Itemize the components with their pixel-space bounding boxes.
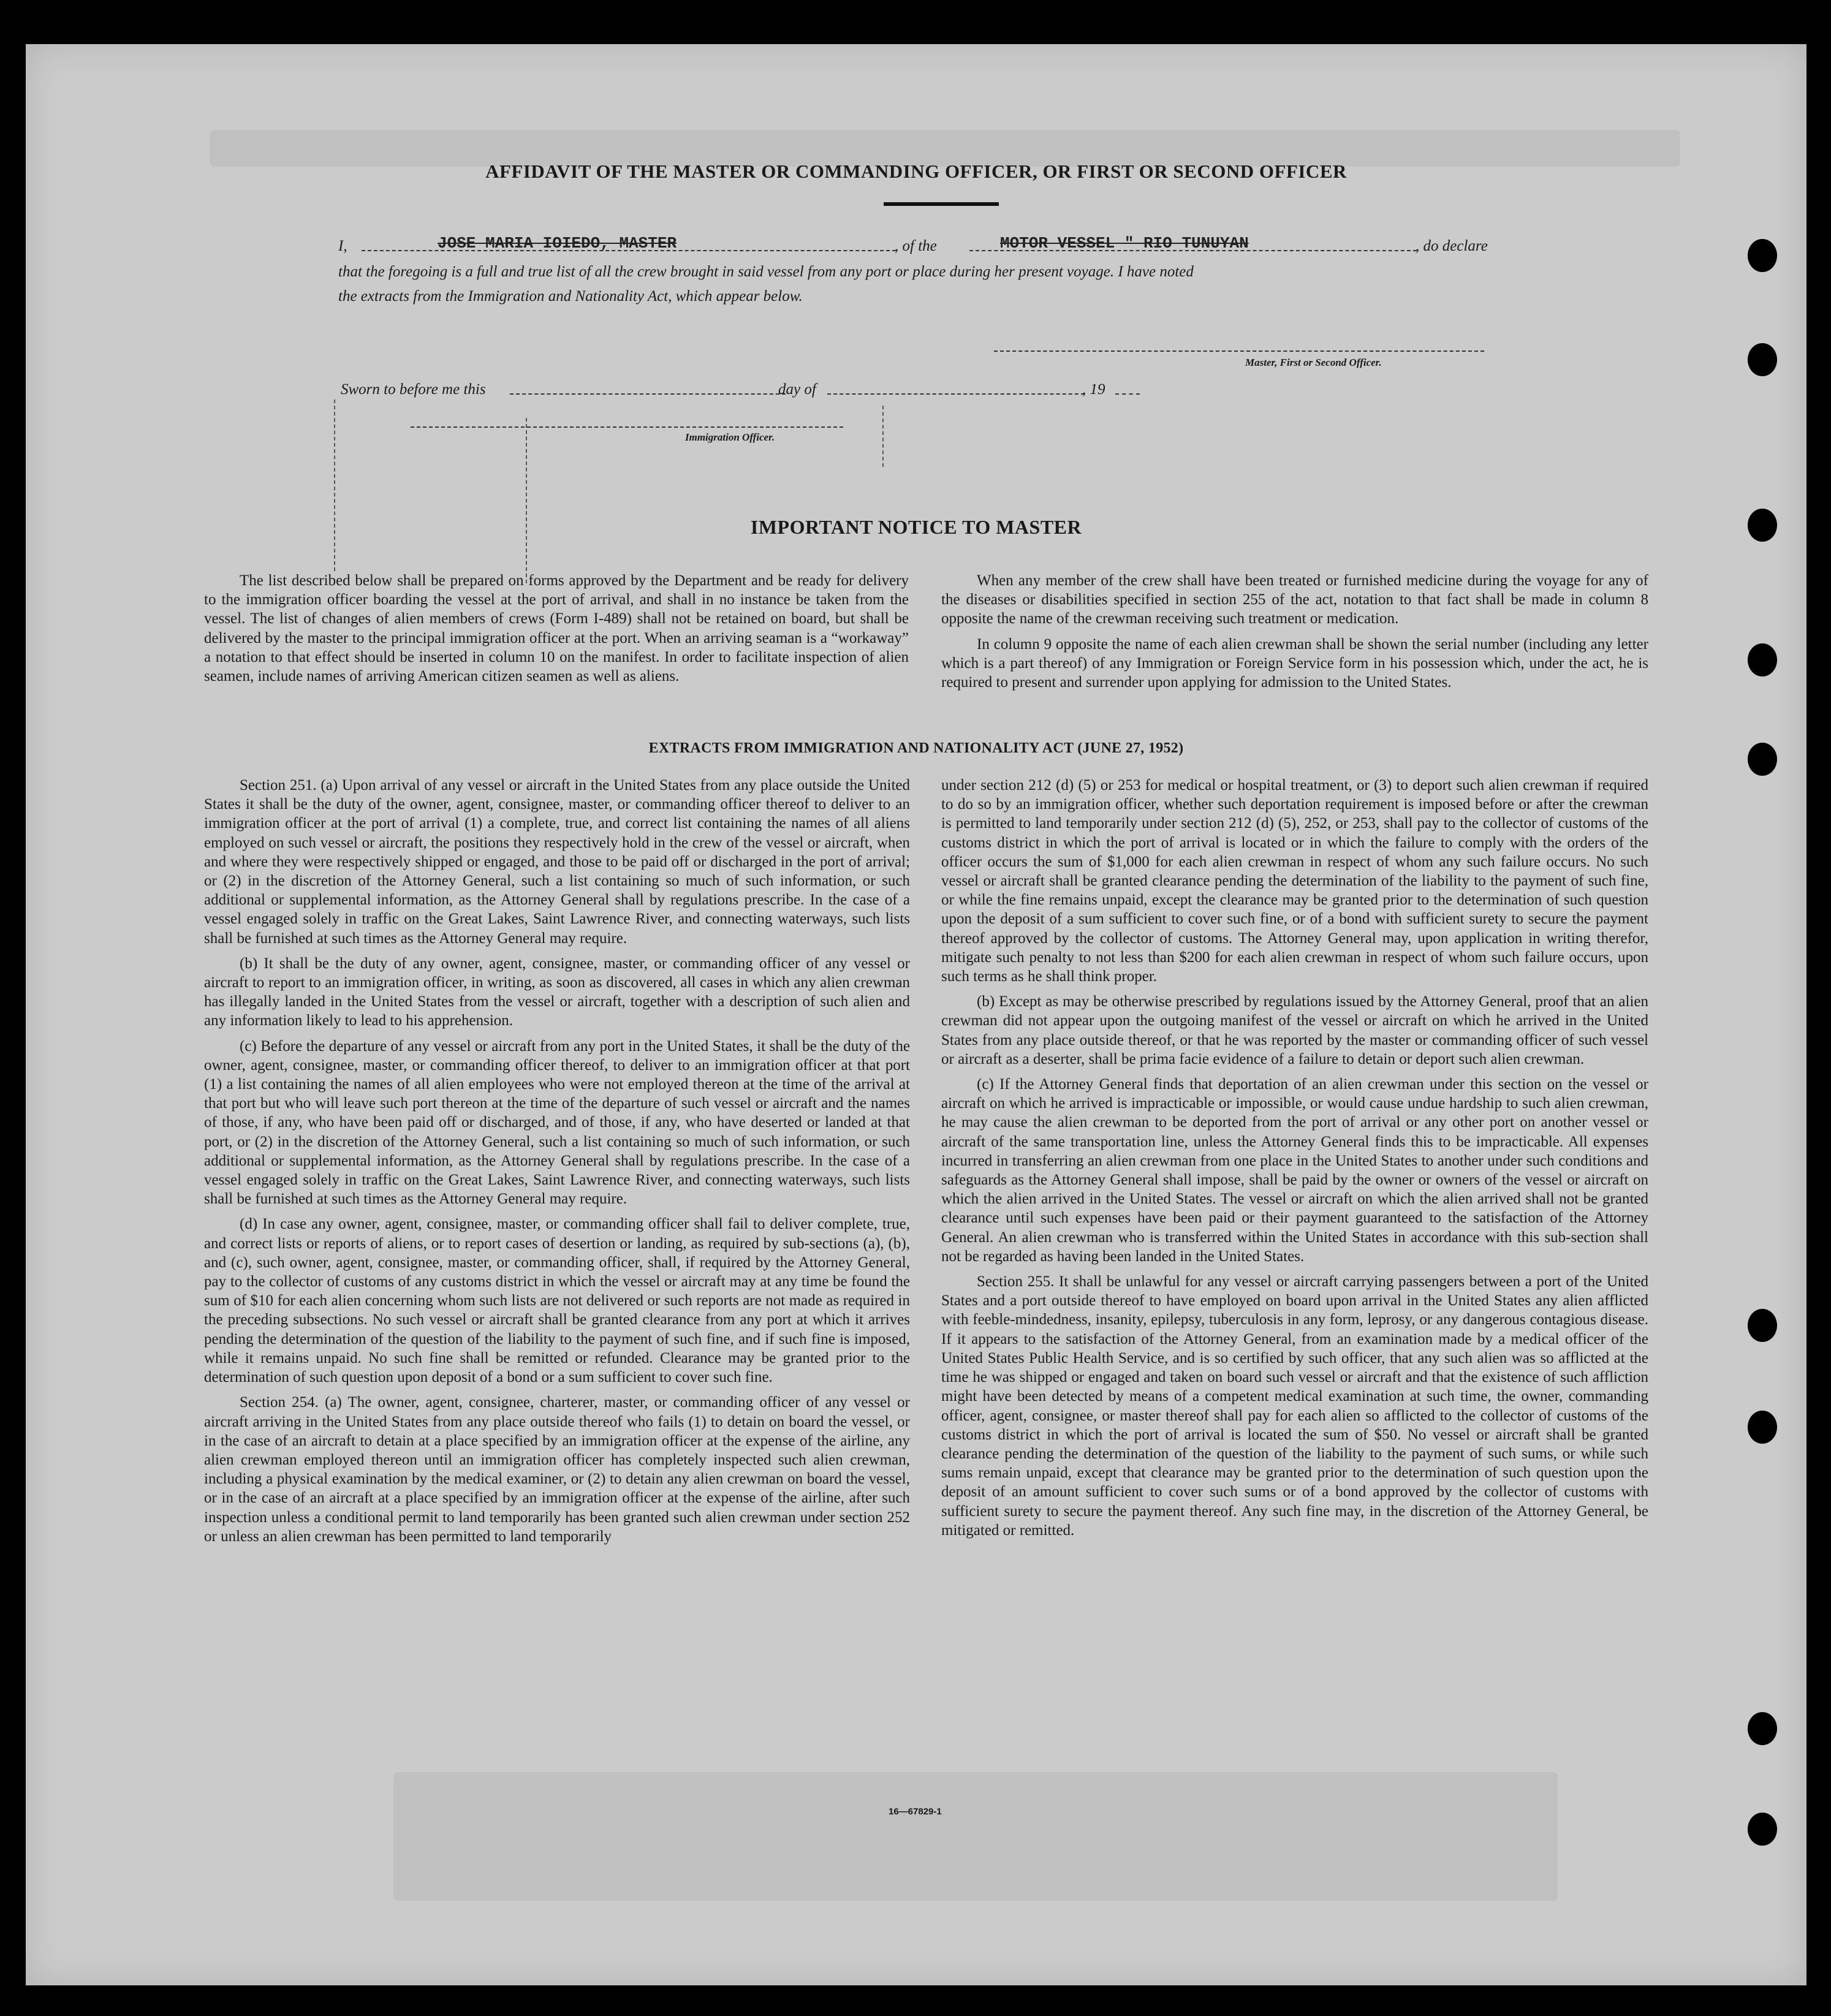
stamp-ghost-mid [526,418,527,583]
affidavit-title: AFFIDAVIT OF THE MASTER OR COMMANDING OFFICER, OR FIRST OR SECOND OFFICER [485,161,1347,182]
notice-left-column [204,571,909,692]
binder-hole [1748,643,1777,676]
notice-right-paragraph-2: In column 9 opposite the name of each alien crewman shall be shown the serial number (including any letter which is a part thereof) of any Immigration or Foreign Service form in his possession which, under the act, he is required to present and surrender upon applying for admission to the United States. [941,635,1648,691]
binder-hole [1748,1813,1777,1846]
form-code: 16—67829-1 [889,1806,942,1817]
binder-hole [1748,1411,1777,1444]
binder-hole [1748,1309,1777,1342]
immigration-officer-caption: Immigration Officer. [685,431,775,443]
section-251-a: Section 251. (a) Upon arrival of any vessel or aircraft in the United States from any place outside the United States it shall be the duty of the owner, agent, consignee, master, or commanding officer thereof to deliver to an immigration officer at the port of arrival (1) a complete, true, and correct list containing the names of all aliens employed on such vessel or aircraft, the positions they respectively hold in the crew of the vessel or aircraft, when and where they were respectively shipped or engaged, and those to be paid off or discharged in the port of arrival; or (2) in the discretion of the Attorney General, such a list containing so much of such information, or such additional or supplemental information, as the Attorney General shall by regulations prescribe. In the case of a vessel engaged solely in traffic on the Great Lakes, Saint Lawrence River, and connecting waterways, such lists shall be furnished at such times as the Attorney General may require. [204,777,910,947]
stamp-ghost-left [334,400,335,571]
notice-title: IMPORTANT NOTICE TO MASTER [750,516,1082,538]
document-page [26,44,1806,1985]
sworn-day-line [510,393,786,395]
section-251-b: (b) It shall be the duty of any owner, agent, consignee, master, or commanding officer of any vessel or aircraft to report to an immigration officer, in writing, as soon as discovered, all cases in which any alien crewman has illegally landed in the United States from the vessel or aircraft, together with a description of such alien and any information likely to lead to his apprehension. [204,955,910,1029]
signature-line [994,351,1484,352]
declaration-line-3: the extracts from the Immigration and Nationality Act, which appear below. [338,288,803,305]
do-declare-label: , do declare [1416,238,1488,254]
immigration-officer-line [411,426,843,428]
sworn-month-line [827,393,1085,395]
section-254-a: Section 254. (a) The owner, agent, consignee, charterer, master, or commanding officer of any vessel or aircraft arriving in the United States from any place outside thereof who fails (1) to detain on board the vessel, or in the case of an aircraft to detain at a place specified by an immigration officer at the expense of the airline, any alien crewman employed thereon until an immigration officer has completely inspected such alien crewman, including a physical examination by the medical examiner, or (2) to detain any alien crewman on board the vessel, or in the case of an aircraft at a place specified by an immigration officer at the expense of the airline, after such inspection unless a conditional permit to land temporarily has been granted such alien crewman under section 252 or unless an alien crewman has been permitted to land temporarily [204,1394,910,1545]
sworn-year-line [1115,393,1140,395]
sworn-label: Sworn to before me this [341,381,486,398]
section-251-c: (c) Before the departure of any vessel or aircraft from any port in the United States, it shall be the duty of the owner, agent, consignee, master, or commanding officer thereof, to deliver to an immigration officer at that port (1) a list containing the names of all alien employees who were not employed thereon at the time of the arrival at that port but who will leave such port thereon at the time of the departure of such vessel or aircraft and the names of those, if any, who have been paid off or discharged, and of those, if any, who have deserted or landed at that port, or (2) in the discretion of the Attorney General, such a list containing so much of such information, or such additional or supplemental information, as the Attorney General shall by regulations prescribe. In the case of a vessel engaged solely in traffic on the Great Lakes, Saint Lawrence River, and connecting waterways, such lists shall be furnished at such times as the Attorney General may require. [204,1037,910,1208]
declaration-line-2: that the foregoing is a full and true list of all the crew brought in said vessel from any port or place during her present voyage. I have noted [338,263,1194,280]
binder-hole [1748,343,1777,376]
stamp-ghost-right [882,406,884,467]
binder-hole [1748,743,1777,776]
notice-left-paragraph: The list described below shall be prepared on forms approved by the Department and be ready for delivery to the immigration officer boarding the vessel at the port of arrival, and shall in no instance be taken from the vessel. The list of changes of alien members of crews (Form I-489) shall not be retained on board, but shall be delivered by the master to the principal immigration officer at the port. When an arriving seaman is a “workaway” a notation to that effect should be inserted in column 10 on the manifest. In order to facilitate inspection of alien seamen, include names of arriving American citizen seamen as well as aliens. [204,572,909,685]
binder-hole [1748,509,1777,542]
title-rule [884,202,999,206]
year-label: , 19 [1082,381,1105,398]
binder-hole [1748,239,1777,272]
day-of-label: day of [778,381,816,398]
section-254-b: (b) Except as may be otherwise prescribed by regulations issued by the Attorney General, proof that an alien crewman did not appear upon the outgoing manifest of the vessel or aircraft on which he arrived in the United States from any place outside thereof, or that he was reported by the master or commanding officer of such vessel or aircraft as a deserter, shall be prima facie evidence of a failure to detain or deport such alien crewman. [941,993,1648,1067]
section-254-a-continued: under section 212 (d) (5) or 253 for medical or hospital treatment, or (3) to deport such alien crewman if required to do so by an immigration officer, whether such deportation requirement is imposed before or after the crewman is permitted to land temporarily under section 212 (d) (5), 252, or 253, shall pay to the collector of customs of the customs district in which the port of arrival is located or in which the failure to comply with the orders of the officer occurs the sum of $1,000 for each alien crewman in respect of whom any such failure occurs. No such vessel or aircraft shall be granted clearance pending the determination of the liability to the payment of such fine, or while the fine remains unpaid, except the clearance may be granted prior to the determination of such question upon the deposit of a sum sufficient to cover such fine, or of a bond with sufficient surety to secure the payment thereof approved by the collector of customs. The Attorney General may, upon application in writing therefor, mitigate such penalty to not less than $200 for each alien crewman in respect of whom such failure occurs, upon such terms as he shall think proper. [941,777,1648,985]
notice-right-column [941,571,1648,698]
extracts-right-column [941,776,1648,1546]
of-the-label: , of the [895,238,937,254]
signature-caption: Master, First or Second Officer. [1245,357,1382,368]
vessel-name: MOTOR VESSEL " RIO TUNUYAN [1000,234,1249,252]
master-name: JOSE MARIA IOIEDO, MASTER [438,234,677,252]
binder-hole [1748,1712,1777,1745]
binder-holes [1748,44,1784,1985]
section-255: Section 255. It shall be unlawful for any vessel or aircraft carrying passengers between a port of the United States and a port outside thereof to have employed on board upon arrival in the United States any alien afflicted with feeble-mindedness, insanity, epilepsy, tuberculosis in any form, leprosy, or any dangerous contagious disease. If it appears to the satisfaction of the Attorney General, from an examination made by a medical officer of the United States Public Health Service, and is so certified by such officer, that any such alien was so afflicted at the time he was shipped or engaged and taken on board such vessel or aircraft and that the existence of such affliction might have been detected by means of a competent medical examination at such time, the owner, commanding officer, agent, consignee, or master thereof shall pay for each alien so afflicted to the collector of customs of the customs district in which the port of arrival is located the sum of $50. No vessel or aircraft shall be granted clearance pending the determination of the question of the liability to the payment of such sums, or while such sums remain unpaid, except that clearance may be granted prior to the determination of such question upon the deposit of an amount sufficient to cover such sums or of a bond approved by the collector of customs with sufficient surety to secure the payment thereof. Any such fine may, in the discretion of the Attorney General, be mitigated or remitted. [941,1273,1648,1539]
extracts-title: EXTRACTS FROM IMMIGRATION AND NATIONALITY ACT (JUNE 27, 1952) [648,740,1184,756]
notice-right-paragraph-1: When any member of the crew shall have been treated or furnished medicine during the voyage for any of the diseases or disabilities specified in section 255 of the act, notation to that fact shall be made in column 8 opposite the name of the crewman receiving such treatment or medication. [941,572,1648,627]
extracts-left-column [204,776,910,1552]
section-254-c: (c) If the Attorney General finds that deportation of an alien crewman under this section on the vessel or aircraft on which he arrived is impracticable or impossible, or would cause undue hardship to such alien crewman, he may cause the alien crewman to be deported from the port of arrival or any other port on another vessel or aircraft of the same transportation line, unless the Attorney General finds this to be impracticable. All expenses incurred in transferring an alien crewman from one place in the United States to another under such conditions and safeguards as the Attorney General shall impose, shall be paid by the owner or owners of the vessel or aircraft on which the alien arrived in the United States. The vessel or aircraft on which the alien arrived shall not be granted clearance until such expenses have been paid or their payment guaranteed to the satisfaction of the Attorney General. An alien crewman who is transferred within the United States in accordance with this sub-section shall not be regarded as having been landed in the United States. [941,1076,1648,1265]
section-251-d: (d) In case any owner, agent, consignee, master, or commanding officer shall fail to deliver complete, true, and correct lists or reports of aliens, or to report cases of desertion or landing, as required by sub-sections (a), (b), and (c), such owner, agent, consignee, master, or commanding officer, shall, if required by the Attorney General, pay to the collector of customs of any customs district in which the vessel or aircraft may at any time be found the sum of $10 for each alien concerning whom such lists are not delivered or such reports are not made as required in the preceding subsections. No such vessel or aircraft shall be granted clearance from any port at which it arrives pending the determination of the question of the liability to the payment of such fine, and if such fine is imposed, while it remains unpaid. No such fine shall be remitted or refunded. Clearance may be granted prior to the determination of such question upon deposit of a bond or a sum sufficient to cover such fine. [204,1216,910,1386]
i-label: I, [338,238,347,254]
